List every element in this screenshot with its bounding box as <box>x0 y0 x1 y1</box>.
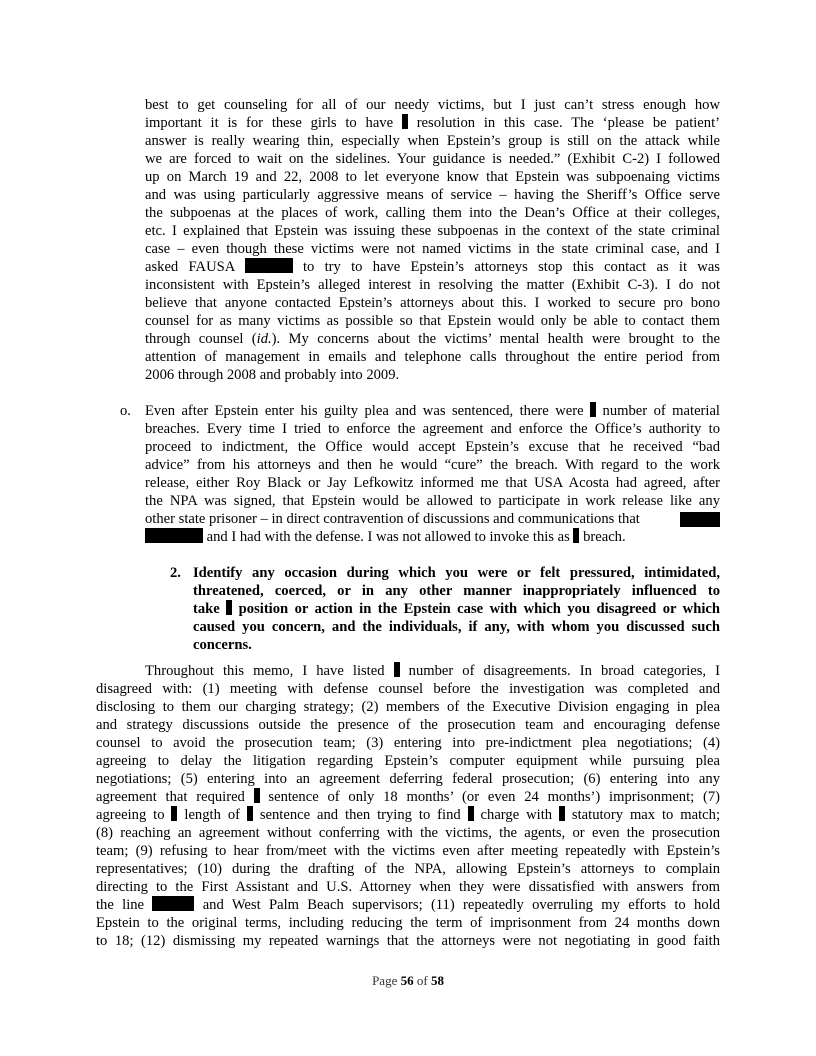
text-line: disclosing to them our charging strategy; (2) members of the Executive Division engaging in plea <box>96 699 720 715</box>
text-line: the subpoenas at the places of work, calling them into the Dean’s Office at their colleges, <box>145 205 720 221</box>
question-line: caused you concern, and the individuals, if any, with whom you discussed such <box>193 619 720 635</box>
list-marker: o. <box>120 403 131 419</box>
question-line: Identify any occasion during which you were or felt pressured, intimidated, <box>193 565 720 581</box>
text-line: answer is really wearing thin, especially when Epstein’s group is still on the attack while <box>145 133 720 149</box>
text-line: agreement that required sentence of only 18 months’ (or even 24 months’) imprisonment; (7) <box>96 789 720 805</box>
text-line: and strategy discussions outside the presence of the prosecution team and encouraging defense <box>96 717 720 733</box>
text-line: release, either Roy Black or Jay Lefkowitz informed me that USA Acosta had agreed, after <box>145 475 720 491</box>
text-line: we are forced to wait on the sidelines. Your guidance is needed.” (Exhibit C-2) I followed <box>145 151 720 167</box>
text-line: asked FAUSA to try to have Epstein’s attorneys stop this contact as it was <box>145 259 720 275</box>
text-line: counsel to avoid the prosecution team; (3) entering into pre-indictment plea negotiations; (4) <box>96 735 720 751</box>
question-line: concerns. <box>193 637 252 653</box>
redaction-bar <box>152 896 194 911</box>
text-line: believe that anyone contacted Epstein’s attorneys about this. I worked to secure pro bono <box>145 295 720 311</box>
text-line: breaches. Every time I tried to enforce the agreement and enforce the Office’s authority to <box>145 421 720 437</box>
text-line: disagreed with: (1) meeting with defense counsel before the investigation was completed and <box>96 681 720 697</box>
page-footer: Page 56 of 58 <box>372 973 444 988</box>
text-line: (8) reaching an agreement without conferring with the victims, the agents, or even the prosecution <box>96 825 720 841</box>
text-line: agreeing to length of sentence and then trying to find charge with statutory max to match; <box>96 807 720 823</box>
text-line: other state prisoner – in direct contravention of discussions and communications that <box>145 511 640 527</box>
text-line: etc. I explained that Epstein was issuing these subpoenas in the context of the state criminal <box>145 223 720 239</box>
text-line: best to get counseling for all of our needy victims, but I just can’t stress enough how <box>145 97 720 113</box>
text-line: Epstein to the original terms, including reducing the term of imprisonment from 24 months down <box>96 915 720 931</box>
text-line: case – even though these victims were not named victims in the state criminal case, and I <box>145 241 720 257</box>
text-line: 2006 through 2008 and probably into 2009. <box>145 367 400 383</box>
text-line: Even after Epstein enter his guilty plea and was sentenced, there were number of material <box>145 403 720 419</box>
text-line: up on March 19 and 22, 2008 to let everyone know that Epstein was subpoenaing victims <box>145 169 720 185</box>
text-line: Throughout this memo, I have listed number of disagreements. In broad categories, I <box>145 663 720 679</box>
text-line: counsel for as many victims as possible so that Epstein would only be able to contact them <box>145 313 720 329</box>
text-line: directing to the First Assistant and U.S. Attorney when they were dissatisfied with answers from <box>96 879 720 895</box>
text-line: inconsistent with Epstein’s alleged interest in resolving the matter (Exhibit C-3). I do not <box>145 277 720 293</box>
text-line: important it is for these girls to have resolution in this case. The ‘please be patient’ <box>145 115 720 131</box>
text-line: representatives; (10) during the drafting of the NPA, allowing Epstein’s attorneys to complain <box>96 861 720 877</box>
text-line: the NPA was signed, that Epstein would be allowed to participate in work release like any <box>145 493 720 509</box>
question-line: threatened, coerced, or in any other manner inappropriately influenced to <box>193 583 720 599</box>
text-line: attention of management in emails and telephone calls throughout the entire period from <box>145 349 720 365</box>
redaction-bar <box>245 258 293 273</box>
question-line: take position or action in the Epstein case with which you disagreed or which <box>193 601 720 617</box>
redaction-bar <box>680 512 720 527</box>
redaction-bar <box>145 528 203 543</box>
text-line: to 18; (12) dismissing my repeated warnings that the attorneys were not negotiating in good faith <box>96 933 720 949</box>
page-total: 58 <box>430 973 444 988</box>
text-line: proceed to indictment, the Office would accept Epstein’s excuse that he received “bad <box>145 439 720 455</box>
text-line: and I had with the defense. I was not allowed to invoke this as breach. <box>145 528 626 546</box>
text-line: team; (9) refusing to hear from/meet with the victims even after meeting repeatedly with Epstein’s <box>96 843 720 859</box>
text-line: the line and West Palm Beach supervisors; (11) repeatedly overruling my efforts to hold <box>96 897 720 913</box>
text-line: advice” from his attorneys and then he would “cure” the breach. With regard to the work <box>145 457 720 473</box>
text-line: through counsel (id.). My concerns about the victims’ mental health were brought to the <box>145 331 720 347</box>
question-number: 2. <box>170 565 181 581</box>
text-line: agreeing to delay the litigation regarding Epstein’s computer equipment while pursuing plea <box>96 753 720 769</box>
text-line: negotiations; (5) entering into an agreement deferring federal prosecution; (6) entering into any <box>96 771 720 787</box>
text-line: and was using particularly aggressive means of service – having the Sheriff’s Office serve <box>145 187 720 203</box>
page-number: 56 <box>400 973 414 988</box>
